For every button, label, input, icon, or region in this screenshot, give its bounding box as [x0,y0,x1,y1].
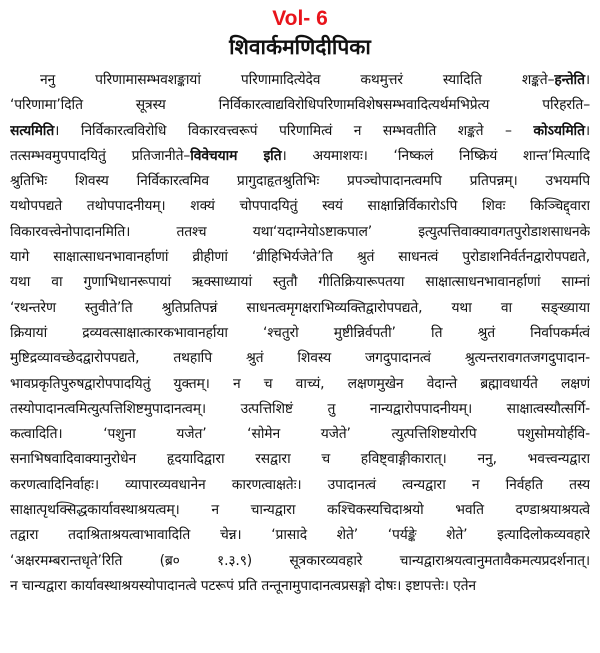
text-segment: तत्सम्भवमुपपादयितुं प्रतिजानीते– [10,147,191,164]
text-segment: । अयमाशयः। ‘निष्कलं निष्क्रियं शान्त’मित्यादि [281,147,590,164]
bold-phrase: सत्यमिति [10,122,55,139]
text-line [10,119,590,144]
text-line [10,296,590,321]
text-segment: । निर्विकारत्वविरोधि विकारवत्त्वरूपं परिणामित्वं न सम्भवतीति शङ्कते – [54,122,534,139]
text-segment: न चान्यद्वारा कार्यावस्थाश्रयस्योपादानत्वे पटरूपं प्रति तन्तूनामुपादानत्वप्रसङ्गो दोषः। इष्टापत्तेः। एतेन [10,577,476,594]
text-line [10,245,590,270]
text-line [10,270,590,295]
page-title: शिवार्कमणिदीपिका [229,35,371,59]
text-segment: । [584,72,590,88]
text-segment: तस्योपादानत्वमित्युत्पत्तिशिष्टमुपादानत्वम्। उत्पत्तिशिष्टं तु नान्यद्वारोपपादनीयम्। साक्षात्वस्यौत्सर्गि- [10,400,590,417]
text-line [10,321,590,346]
text-segment: मुष्टिद्रव्यावच्छेदद्वारोपपद्यते, तथहापि श्रुतं शिवस्य जगदुपादानत्वं श्रुत्यन्तरावगतजगदुपादान- [10,350,590,367]
text-segment: ‘अक्षरमम्बरान्तधृते’रिति (ब्र० १.३.९) सूत्रकारव्यवहारे चान्यद्वाराश्रयत्वानुमतावैकमत्यप्रदर्शनात्। [10,552,590,569]
text-segment: करणत्वादिनिर्वाहः। व्यापारव्यवधानेन कारणत्वाक्षतेः। उपादानत्वं त्वन्यद्वारा न निर्वहति तस्य [10,476,590,493]
body-text [10,68,590,599]
text-line [10,68,590,93]
volume-label: Vol- 6 [272,7,328,30]
bold-phrase: विवेचयाम इति [190,147,282,164]
text-segment: तद्वारा तदाश्रिताश्रयत्वाभावादिति चेन्न। ‘प्रासादे शेते’ ‘पर्यङ्के शेते’ इत्यादिलोकव्यवहारे [10,527,590,544]
text-segment: विकारवत्त्वेनोपादानमिति। ततश्च यथा‘यदाग्नेयोऽष्टाकपाल’ इत्युत्पत्तिवाक्यावगतपुरोडाशसाधनके [10,223,590,240]
text-segment: यागे साक्षात्साधनभावानर्हाणां व्रीहीणां ‘व्रीहिभिर्यजेते’ति श्रुतं साधनत्वं पुरोडाशनिर्वर्तनद्वारोपपद्यते, [10,249,590,266]
text-line [10,523,590,548]
text-line [10,574,590,599]
text-segment: ‘रथन्तरेण स्तुवीते’ति श्रुतिप्रतिपन्नं साधनत्वमृगक्षराभिव्यक्तिद्वारोपपद्यते, यथा वा सङ्ख्याया [10,299,590,316]
text-line [10,220,590,245]
text-segment: यथा वा गुणाभिधानरूपायां ऋक्साध्यायां स्तुतौ गीतिक्रियारूपतया साक्षात्साधनभावानर्हाणां साम्नां [10,274,590,291]
text-segment: श्रुतिभिः शिवस्य निर्विकारत्वमिव प्रागुदाहृतश्रुतिभिः प्रपञ्चोपादानत्वमपि प्रतिपन्नम्। उभयमपि [10,173,590,190]
text-line [10,397,590,422]
text-segment: । [584,122,590,139]
text-segment: साक्षात्पृथक्सिद्धकार्यावस्थाश्रयत्वम्। न चान्यद्वारा कश्चिकस्यचिदाश्रयो भवति दण्डाश्रयाश्रयत्वे [10,502,590,519]
text-segment: ‘परिणामा’दिति सूत्रस्य निर्विकारत्वाद्यविरोधिपरिणामविशेषसम्भवादित्यर्थमभिप्रेत्य परिहरति– [10,97,590,114]
text-line [10,372,590,397]
text-segment: क्रियायां द्रव्यवत्साक्षात्कारकभावानर्हाया ‘श्चतुरो मुष्टीन्निर्वपती’ ति श्रुतं निर्वापकर्मत्वं [10,324,590,341]
text-segment: भावप्रकृतिपुरुषद्वारोपपादयितुं युक्तम्। न च वाच्यं, लक्षणमुखेन वेदान्ते ब्रह्मावधार्यते लक्षणं [10,375,590,392]
text-line [10,473,590,498]
text-line [10,194,590,219]
text-line [10,93,590,118]
bold-phrase: हन्तेति [554,72,585,88]
text-line [10,169,590,194]
text-segment: यथोपपद्यते तथोपपादनीयम्। शक्यं चोपपादयितुं स्वयं साक्षान्निर्विकारोऽपि शिवः किञ्चिद्द्वारा [10,198,590,215]
text-line [10,144,590,169]
text-line [10,549,590,574]
text-line [10,346,590,371]
text-segment: कत्वादिति। ‘पशुना यजेत’ ‘सोमेन यजेते’ त्युत्पत्तिशिष्टयोरपि पशुसोमयोर्हवि- [10,426,590,443]
bold-phrase: कोऽयमिति [533,122,585,139]
text-segment: ननु परिणामासम्भवशङ्कायां परिणामादित्येदेव कथमुत्तरं स्यादिति शङ्कते– [40,72,555,88]
text-line [10,422,590,447]
text-line [10,447,590,472]
text-segment: सनाभिषवादिवाक्यानुरोधेन हृदयादिद्वारा रसद्वारा च हविष्ट्वाङ्गीकारात्। ननु, भवत्त्वन्यद्वारा [10,451,590,468]
text-line [10,498,590,523]
